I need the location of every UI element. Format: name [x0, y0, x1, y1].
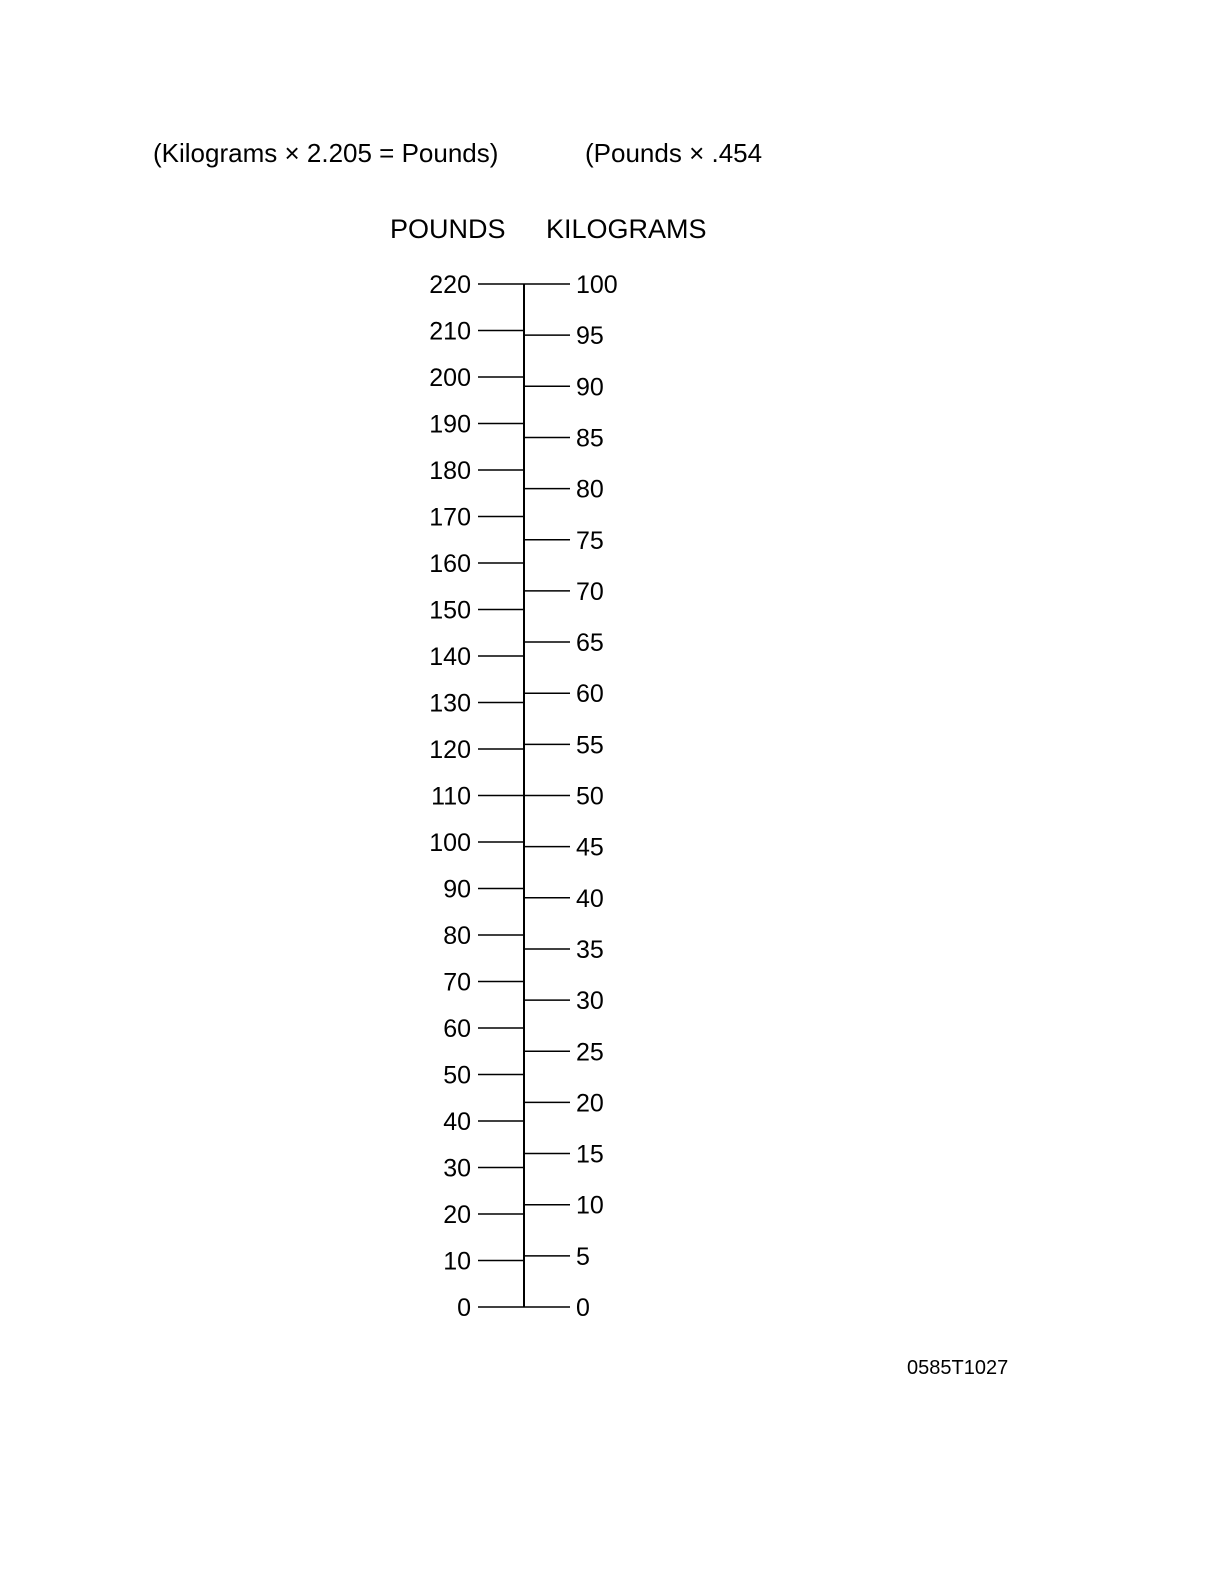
- kilograms-tick-label: 80: [576, 475, 604, 504]
- pounds-tick-label: 130: [429, 689, 471, 718]
- kilograms-tick-label: 15: [576, 1140, 604, 1169]
- pounds-tick-label: 160: [429, 550, 471, 578]
- kilograms-tick-label: 0: [576, 1294, 590, 1322]
- figure-code: 0585T1027: [907, 1357, 1009, 1379]
- kilograms-tick-label: 5: [576, 1242, 590, 1271]
- pounds-tick-label: 90: [443, 875, 471, 904]
- pounds-tick-label: 60: [443, 1015, 471, 1043]
- kilograms-tick-label: 60: [576, 680, 604, 709]
- kilograms-tick-label: 35: [576, 935, 604, 964]
- pounds-tick-label: 200: [429, 364, 471, 392]
- pounds-tick-label: 50: [443, 1061, 471, 1090]
- pounds-tick-label: 10: [443, 1247, 471, 1276]
- pounds-column-header: POUNDS: [390, 214, 506, 244]
- pounds-tick-label: 180: [429, 457, 471, 485]
- kilograms-tick-label: 45: [576, 833, 604, 862]
- pounds-tick-label: 120: [429, 736, 471, 764]
- kilograms-tick-label: 75: [576, 526, 604, 555]
- pounds-tick-label: 170: [429, 503, 471, 532]
- kilograms-tick-label: 70: [576, 577, 604, 606]
- kilograms-tick-label: 100: [576, 271, 618, 299]
- pounds-tick-label: 0: [457, 1294, 471, 1322]
- pounds-tick-label: 100: [429, 829, 471, 857]
- kilograms-tick-label: 10: [576, 1191, 604, 1220]
- kilograms-tick-label: 20: [576, 1089, 604, 1118]
- formula-pounds-to-kilograms: (Pounds × .454: [585, 138, 763, 168]
- kilograms-tick-label: 90: [576, 373, 604, 402]
- kilograms-tick-label: 40: [576, 884, 604, 913]
- kilograms-tick-label: 95: [576, 322, 604, 351]
- pounds-tick-label: 140: [429, 643, 471, 671]
- pounds-tick-label: 110: [431, 782, 471, 811]
- pounds-tick-label: 190: [429, 410, 471, 439]
- kilograms-tick-label: 85: [576, 424, 604, 453]
- pounds-tick-label: 40: [443, 1108, 471, 1136]
- pounds-tick-label: 80: [443, 922, 471, 950]
- formula-kilograms-to-pounds: (Kilograms × 2.205 = Pounds): [153, 138, 499, 168]
- kilograms-tick-label: 30: [576, 987, 604, 1016]
- pounds-tick-label: 220: [429, 271, 471, 299]
- kilograms-tick-label: 50: [576, 782, 604, 811]
- pounds-tick-label: 30: [443, 1154, 471, 1183]
- kilograms-column-header: KILOGRAMS: [546, 214, 707, 244]
- pounds-tick-label: 210: [429, 317, 471, 346]
- kilograms-tick-label: 65: [576, 629, 604, 658]
- kilograms-tick-label: 25: [576, 1038, 604, 1067]
- pounds-tick-label: 70: [443, 968, 471, 997]
- pounds-tick-label: 150: [429, 596, 471, 625]
- pounds-tick-label: 20: [443, 1201, 471, 1229]
- kilograms-tick-label: 55: [576, 731, 604, 760]
